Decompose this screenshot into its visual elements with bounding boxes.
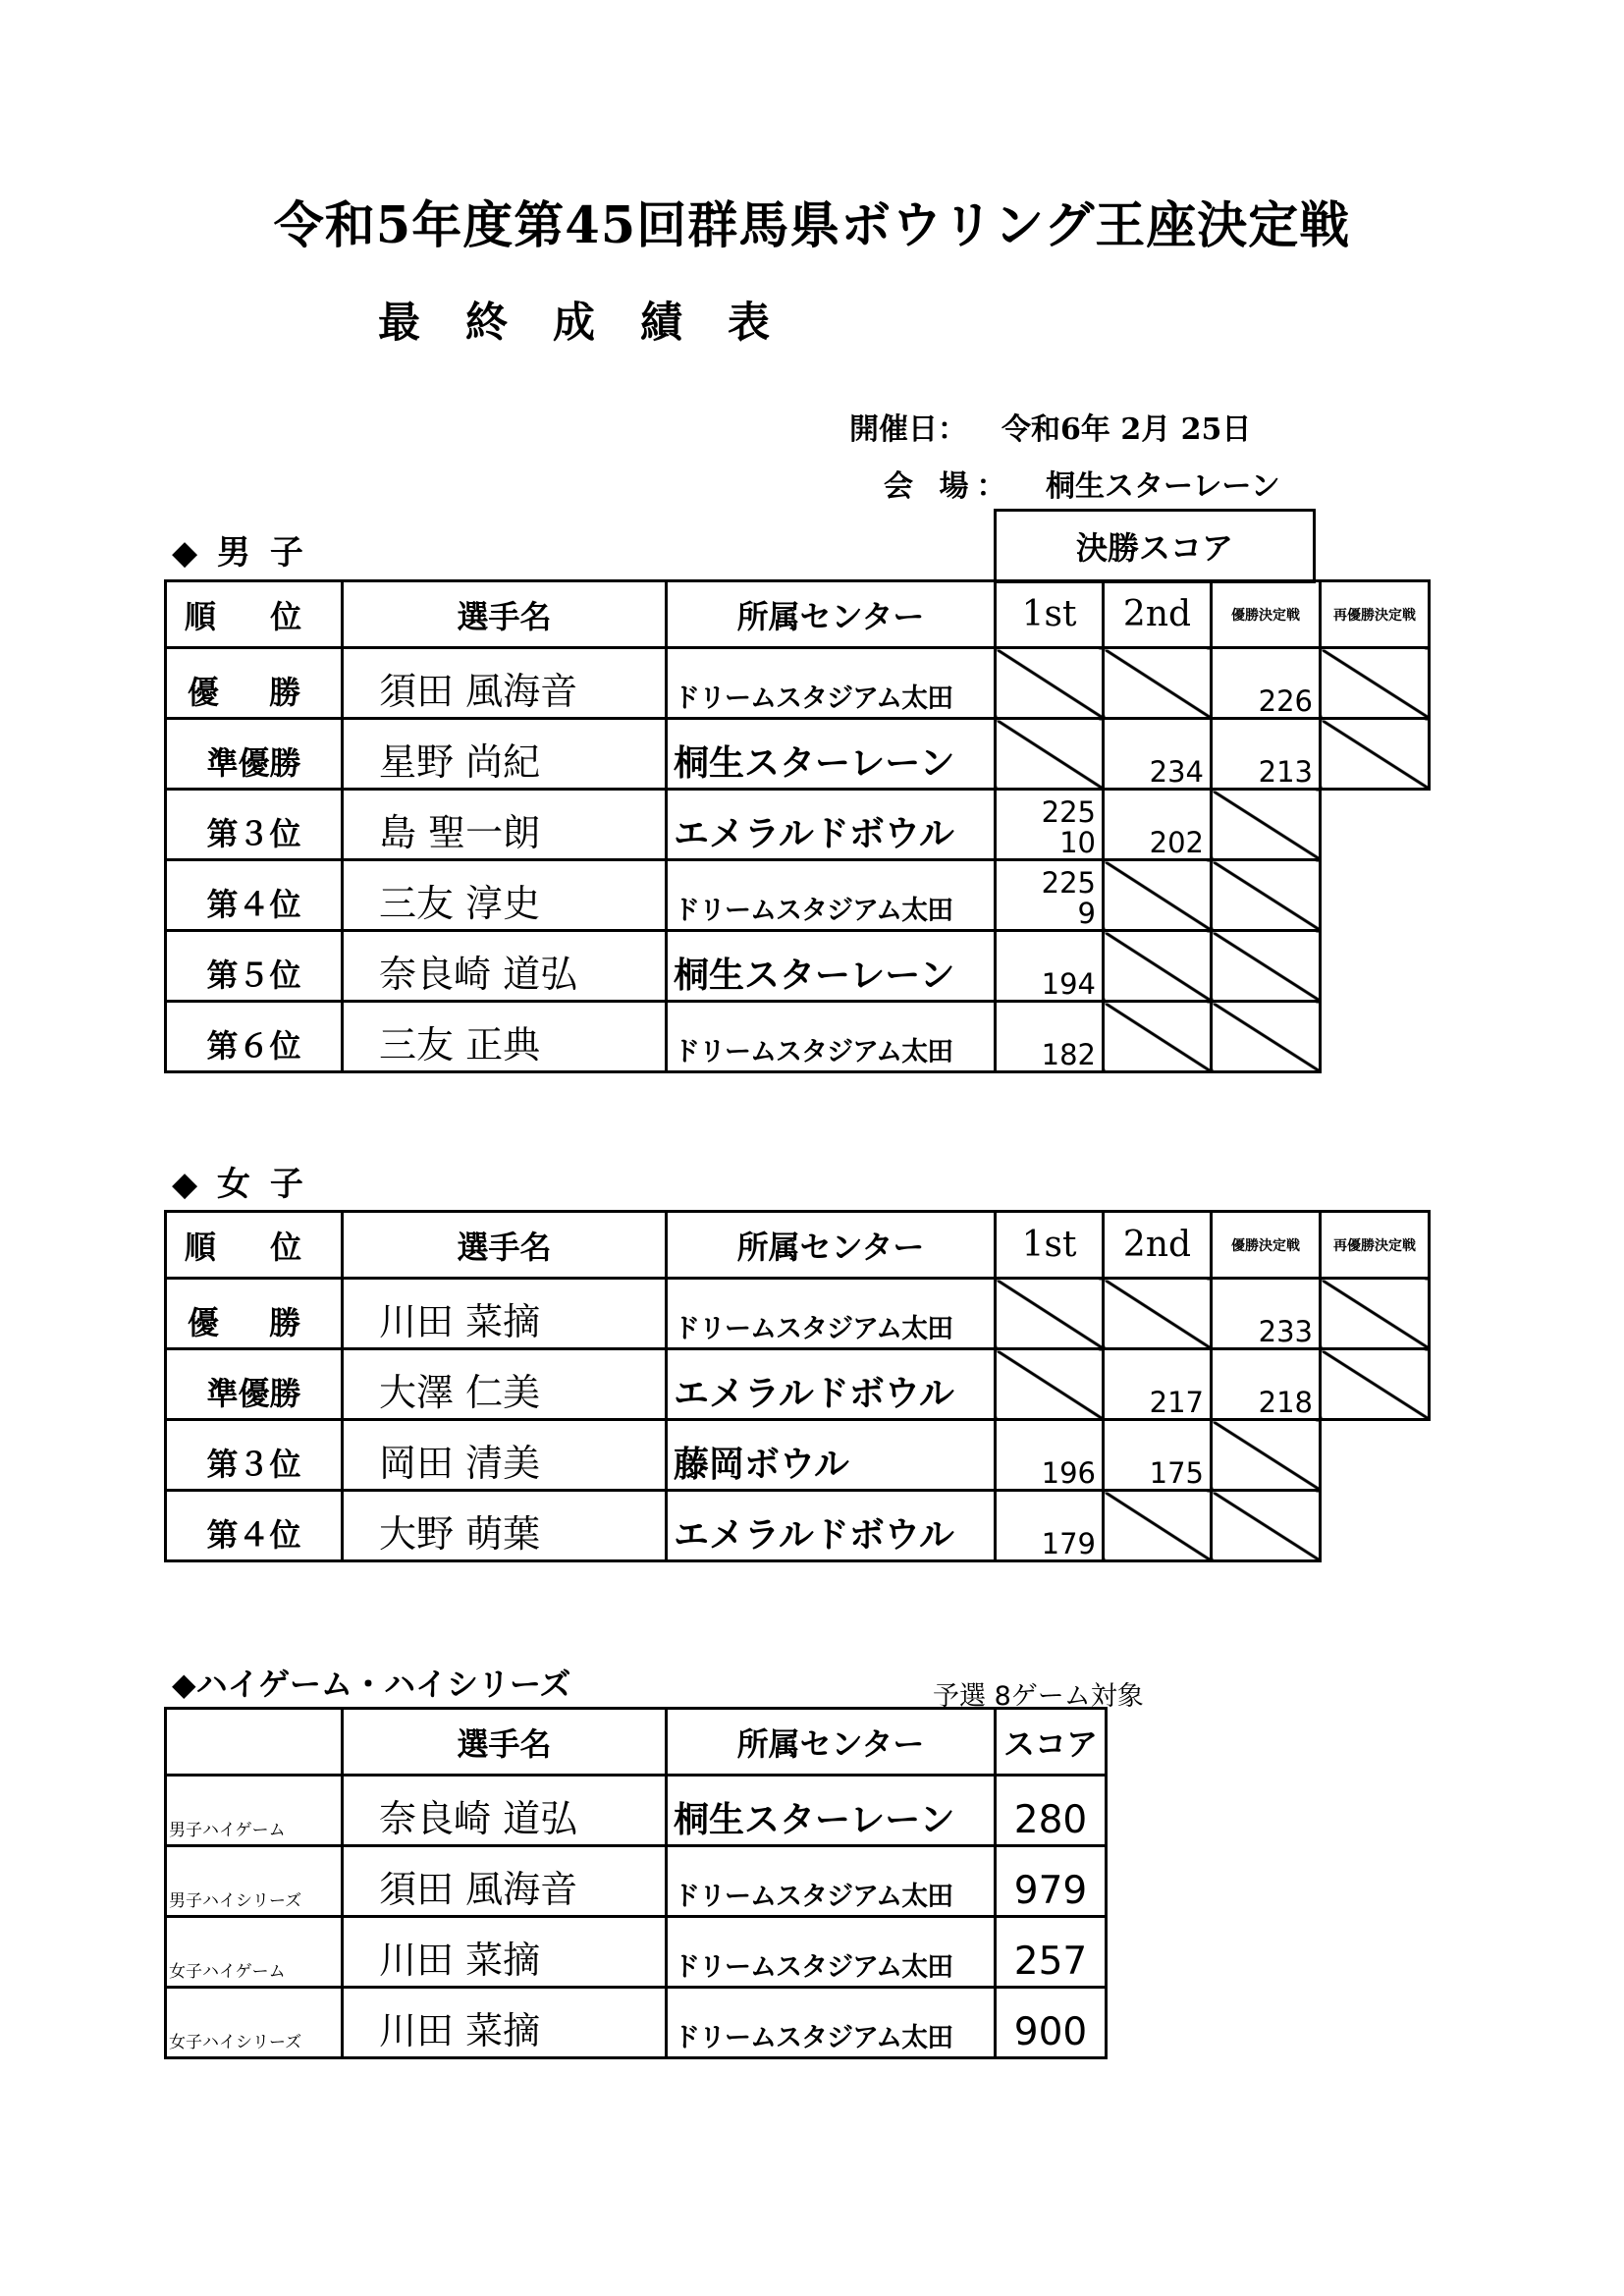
score-second-empty (1104, 931, 1212, 1002)
score-first: 182 (996, 1002, 1104, 1072)
player-name: 大野 萌葉 (343, 1491, 667, 1561)
score-second-empty (1104, 1002, 1212, 1072)
center-name: ドリームスタジアム太田 (667, 1279, 996, 1349)
header-second: 2nd (1104, 1212, 1212, 1279)
table-header-row (166, 581, 1430, 648)
category-cell: 女子ハイゲーム (166, 1917, 343, 1988)
venue-label: 会 場： (884, 469, 1014, 504)
rank-cell: 第４位 (166, 1491, 343, 1561)
rank-cell: 優 勝 (166, 648, 343, 719)
score-final-empty (1212, 1420, 1321, 1491)
rank-cell: 準優勝 (166, 1349, 343, 1420)
table-row (166, 1917, 1107, 1988)
header-score: スコア (996, 1709, 1107, 1776)
score-first: 196 (996, 1420, 1104, 1491)
player-name: 星野 尚紀 (343, 719, 667, 790)
table-header-row (166, 1212, 1430, 1279)
center-name: エメラルドボウル (667, 1491, 996, 1561)
score-final-empty (1212, 790, 1321, 860)
score-first-empty (996, 1349, 1104, 1420)
score-first (996, 790, 1104, 860)
score-first-main: 225 (1041, 866, 1096, 900)
header-player: 選手名 (343, 581, 667, 648)
player-name: 川田 菜摘 (343, 1917, 667, 1988)
table-row (166, 790, 1430, 860)
center-name: ドリームスタジアム太田 (667, 1988, 996, 2058)
venue-value: 桐生スターレーン (1046, 469, 1280, 504)
men-section-label: ◆ 男 子 (172, 533, 307, 573)
center-name: ドリームスタジアム太田 (667, 1002, 996, 1072)
category-cell: 男子ハイゲーム (166, 1776, 343, 1846)
score-final-empty (1212, 931, 1321, 1002)
header-player: 選手名 (343, 1212, 667, 1279)
finals-group-header: 決勝スコア (996, 511, 1315, 582)
score-first-empty (996, 1279, 1104, 1349)
score-final-empty (1212, 1491, 1321, 1561)
center-name: ドリームスタジアム太田 (667, 1846, 996, 1917)
date-value: 令和6年 2月 25日 (1001, 412, 1252, 447)
header-player: 選手名 (343, 1709, 667, 1776)
score-final-empty (1212, 860, 1321, 931)
score-first-main: 225 (1041, 795, 1096, 829)
score-second: 217 (1104, 1349, 1212, 1420)
header-center: 所属センター (667, 581, 996, 648)
table-row (166, 648, 1430, 719)
player-name: 三友 正典 (343, 1002, 667, 1072)
header-rank: 順 位 (166, 581, 343, 648)
high-score: 979 (996, 1846, 1107, 1917)
score-first: 179 (996, 1491, 1104, 1561)
rank-cell: 第３位 (166, 1420, 343, 1491)
score-second-empty (1104, 1279, 1212, 1349)
score-refinal-empty (1321, 719, 1430, 790)
header-center: 所属センター (667, 1709, 996, 1776)
high-table (164, 1707, 1108, 2059)
rank-cell: 第３位 (166, 790, 343, 860)
header-first: 1st (996, 581, 1104, 648)
table-row (166, 1776, 1107, 1846)
player-name: 島 聖一朗 (343, 790, 667, 860)
rank-cell: 優 勝 (166, 1279, 343, 1349)
score-final-empty (1212, 1002, 1321, 1072)
table-row (166, 860, 1430, 931)
score-first: 194 (996, 931, 1104, 1002)
score-second-empty (1104, 1491, 1212, 1561)
player-name: 川田 菜摘 (343, 1279, 667, 1349)
page-subtitle: 最終成績表 (378, 299, 815, 348)
center-name: ドリームスタジアム太田 (667, 860, 996, 931)
table-row (166, 1846, 1107, 1917)
table-row (166, 1279, 1430, 1349)
score-first-empty (996, 648, 1104, 719)
page-title: 令和5年度第45回群馬県ボウリング王座決定戦 (273, 196, 1351, 255)
table-row (166, 1420, 1430, 1491)
score-final: 226 (1212, 648, 1321, 719)
score-final: 218 (1212, 1349, 1321, 1420)
category-cell: 女子ハイシリーズ (166, 1988, 343, 2058)
center-name: 桐生スターレーン (667, 1776, 996, 1846)
center-name: ドリームスタジアム太田 (667, 648, 996, 719)
header-category-empty (166, 1709, 343, 1776)
high-score: 280 (996, 1776, 1107, 1846)
center-name: 桐生スターレーン (667, 931, 996, 1002)
player-name: 川田 菜摘 (343, 1988, 667, 2058)
header-rank: 順 位 (166, 1212, 343, 1279)
score-final: 233 (1212, 1279, 1321, 1349)
header-center: 所属センター (667, 1212, 996, 1279)
table-row (166, 719, 1430, 790)
score-second: 175 (1104, 1420, 1212, 1491)
score-second: 234 (1104, 719, 1212, 790)
player-name: 須田 風海音 (343, 648, 667, 719)
center-name: エメラルドボウル (667, 790, 996, 860)
rank-cell: 第６位 (166, 1002, 343, 1072)
score-refinal-empty (1321, 1279, 1430, 1349)
center-name: 桐生スターレーン (667, 719, 996, 790)
player-name: 三友 淳史 (343, 860, 667, 931)
table-header-row (166, 1709, 1107, 1776)
player-name: 須田 風海音 (343, 1846, 667, 1917)
high-score: 257 (996, 1917, 1107, 1988)
men-finals-group-header (994, 509, 1316, 583)
score-refinal-empty (1321, 648, 1430, 719)
rank-cell: 第４位 (166, 860, 343, 931)
score-first-tiebreak: 9 (1077, 897, 1096, 930)
player-name: 岡田 清美 (343, 1420, 667, 1491)
table-row (166, 931, 1430, 1002)
table-row (166, 1988, 1107, 2058)
player-name: 大澤 仁美 (343, 1349, 667, 1420)
score-second-empty (1104, 860, 1212, 931)
score-first-empty (996, 719, 1104, 790)
high-section-label: ◆ハイゲーム・ハイシリーズ (172, 1666, 571, 1703)
score-second-empty (1104, 648, 1212, 719)
header-second: 2nd (1104, 581, 1212, 648)
player-name: 奈良崎 道弘 (343, 1776, 667, 1846)
men-table (164, 579, 1431, 1073)
center-name: ドリームスタジアム太田 (667, 1917, 996, 1988)
header-refinal: 再優勝決定戦 (1321, 1212, 1430, 1279)
score-first (996, 860, 1104, 931)
women-section-label: ◆ 女 子 (172, 1165, 307, 1204)
score-refinal-empty (1321, 1349, 1430, 1420)
player-name: 奈良崎 道弘 (343, 931, 667, 1002)
score-final: 213 (1212, 719, 1321, 790)
score-first-tiebreak: 10 (1059, 826, 1096, 859)
high-note: 予選 8ゲーム対象 (933, 1681, 1144, 1712)
rank-cell: 準優勝 (166, 719, 343, 790)
score-second: 202 (1104, 790, 1212, 860)
center-name: エメラルドボウル (667, 1349, 996, 1420)
high-score: 900 (996, 1988, 1107, 2058)
header-first: 1st (996, 1212, 1104, 1279)
table-row (166, 1491, 1430, 1561)
table-row (166, 1002, 1430, 1072)
header-final: 優勝決定戦 (1212, 1212, 1321, 1279)
rank-cell: 第５位 (166, 931, 343, 1002)
table-row (166, 1349, 1430, 1420)
center-name: 藤岡ボウル (667, 1420, 996, 1491)
category-cell: 男子ハイシリーズ (166, 1846, 343, 1917)
women-table (164, 1210, 1431, 1562)
header-refinal: 再優勝決定戦 (1321, 581, 1430, 648)
header-final: 優勝決定戦 (1212, 581, 1321, 648)
date-label: 開催日： (849, 412, 967, 447)
